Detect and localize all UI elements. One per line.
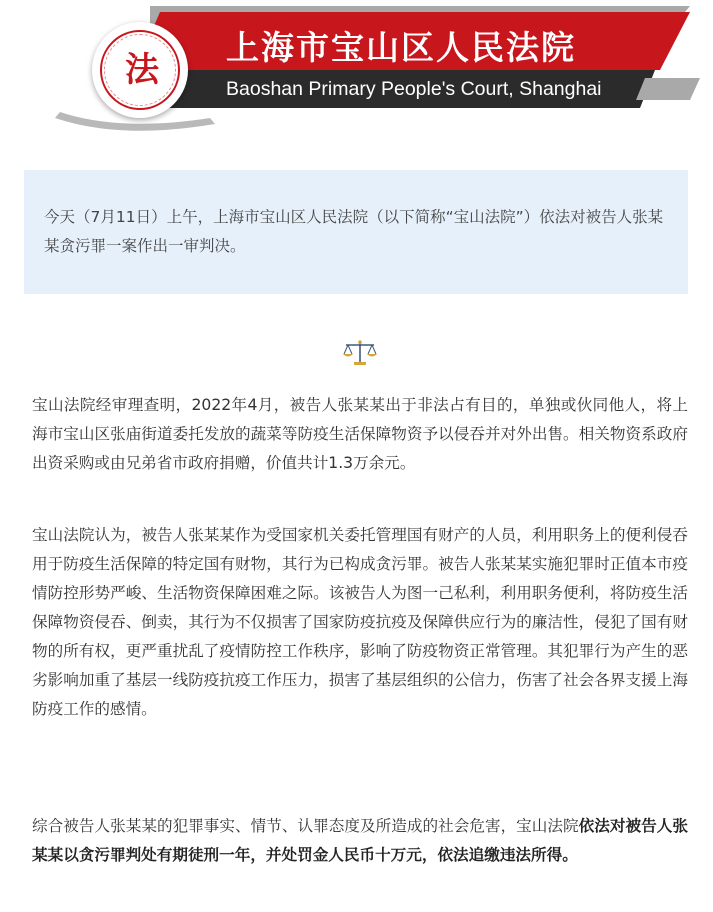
intro-text: 今天（7月11日）上午，上海市宝山区人民法院（以下简称“宝山法院”）依法对被告人张某某贪污罪一案作出一审判决。	[44, 208, 664, 255]
paragraph-findings: 宝山法院经审理查明，2022年4月，被告人张某某出于非法占有目的，单独或伙同他人，将上海市宝山区张庙街道委托发放的蔬菜等防疫生活保障物资予以侵吞并对外出售。相关物资系政府出资采购或由兄弟省市政府捐赠，价值共计1.3万余元。	[32, 396, 688, 472]
paragraph-judgment	[32, 812, 688, 870]
court-name-english: Baoshan Primary People's Court, Shanghai	[226, 78, 602, 100]
paragraph-court-opinion: 宝山法院认为，被告人张某某作为受国家机关委托管理国有财产的人员，利用职务上的便利侵吞用于防疫生活保障的特定国有财物，其行为已构成贪污罪。被告人张某某实施犯罪时正值本市疫情防控形势严峻、生活物资保障困难之际。该被告人为图一己私利，利用职务便利，将防疫生活保障物资侵吞、倒卖，其行为不仅损害了国家防疫抗疫及保障供应行为的廉洁性，侵犯了国有财物的所有权，更严重扰乱了疫情防控工作秩序，影响了防疫物资正常管理。其犯罪行为产生的恶劣影响加重了基层一线防疫抗疫工作压力，损害了基层组织的公信力，伤害了社会各界支援上海防疫工作的感情。	[32, 526, 688, 718]
court-banner	[0, 0, 713, 140]
court-emblem-glyph: 法	[125, 50, 159, 90]
judgment-verdict-text: 依法对被告人张某某以贪污罪判处有期徒刑一年，并处罚金人民币十万元，依法追缴违法所得。	[32, 817, 688, 864]
court-logo	[92, 22, 188, 118]
intro-summary-box	[24, 170, 688, 294]
scales-icon	[342, 338, 378, 368]
court-name-chinese: 上海市宝山区人民法院	[226, 28, 576, 67]
judgment-lead-text: 综合被告人张某某的犯罪事实、情节、认罪态度及所造成的社会危害，宝山法院	[32, 817, 579, 835]
